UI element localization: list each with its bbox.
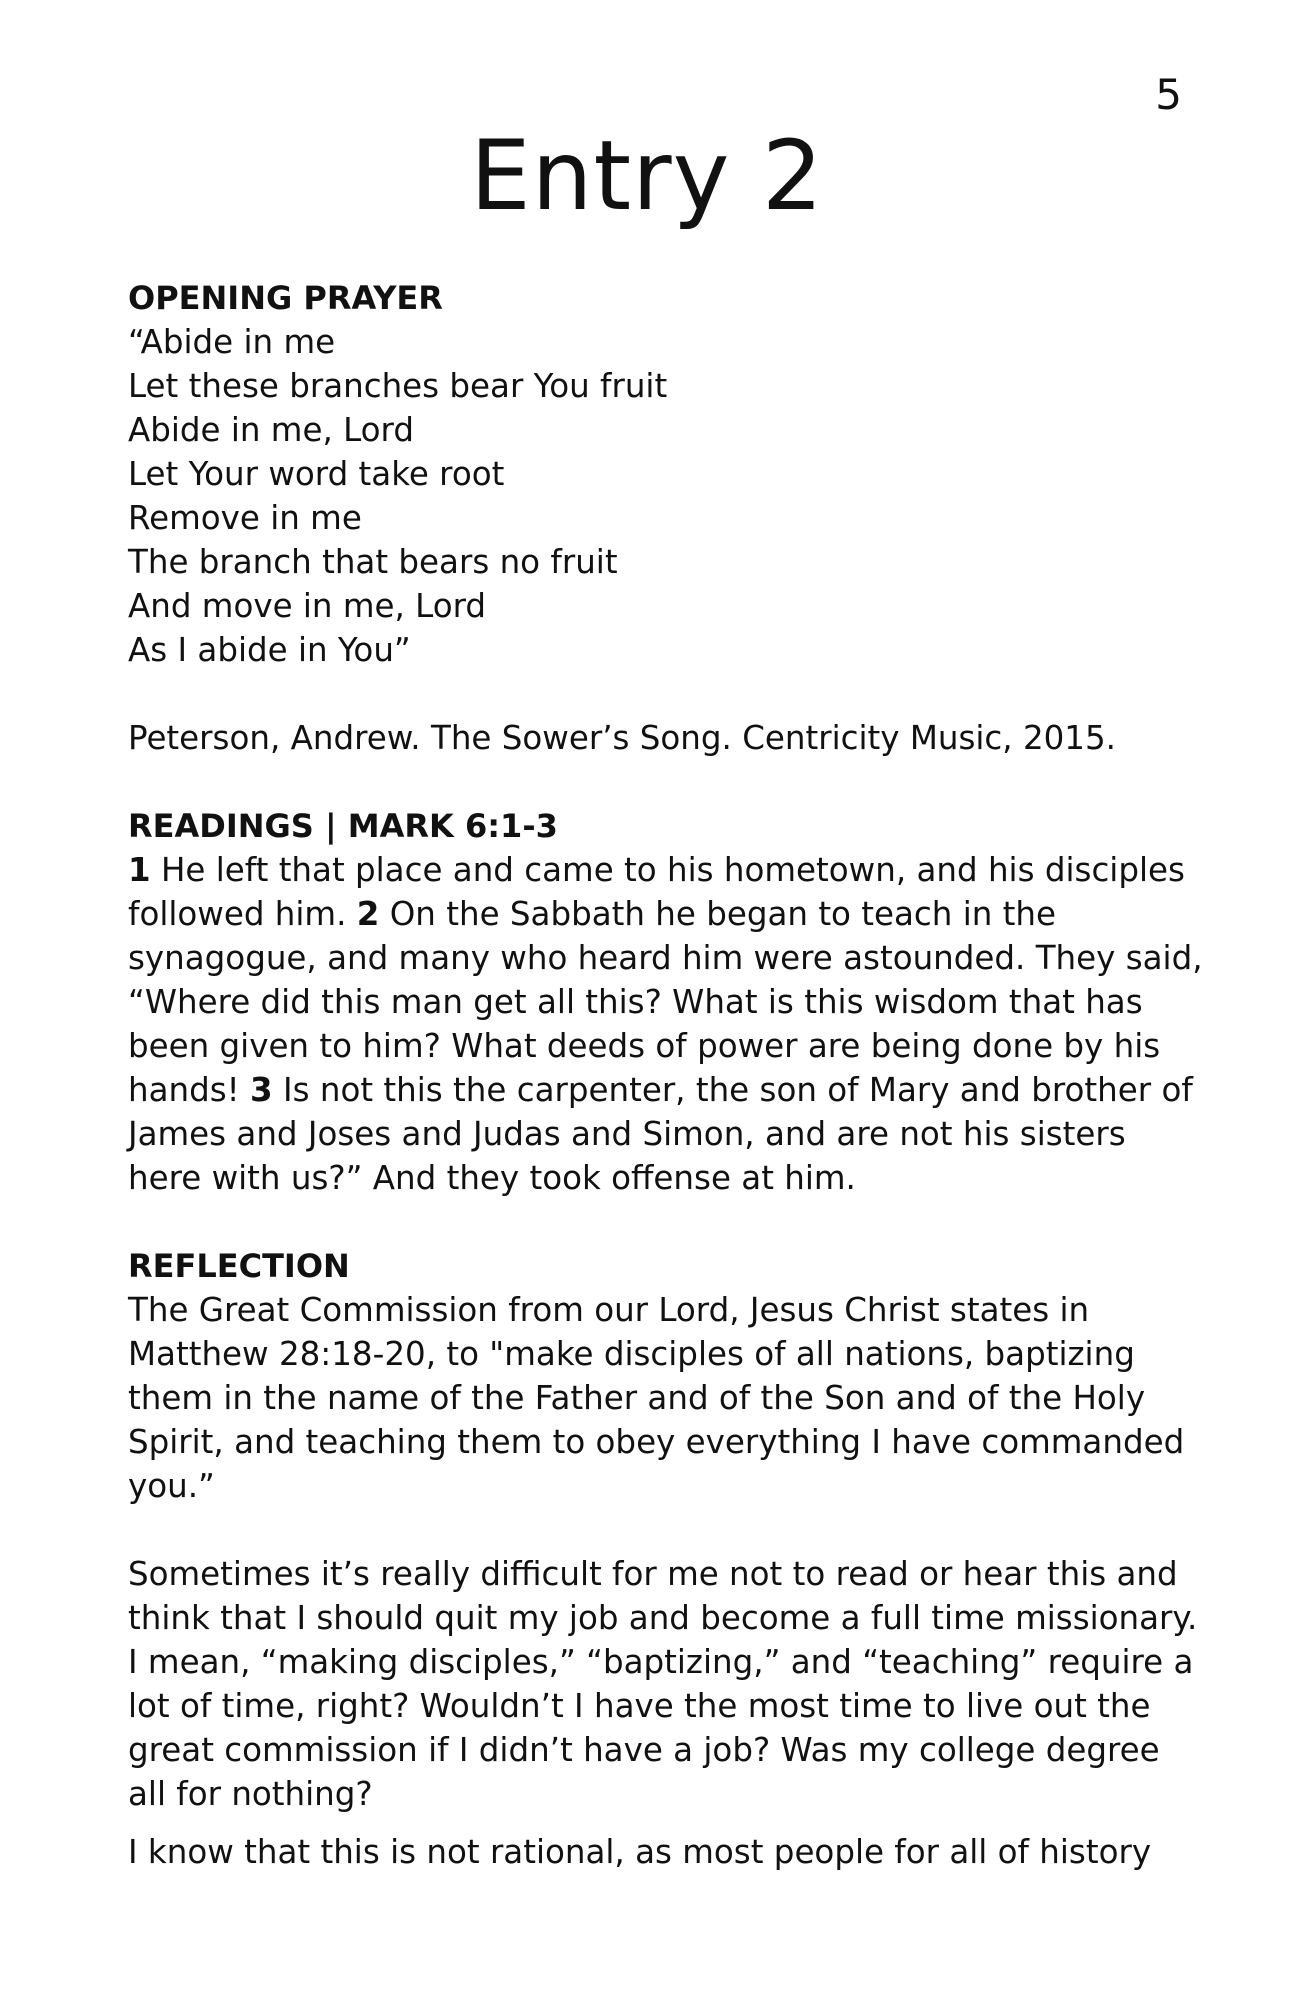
prayer-line: “Abide in me [128,323,336,361]
verse-number: 1 [128,851,151,889]
reflection-line: lot of time, right? Wouldn’t I have the most time to live out the [128,1687,1151,1725]
verse-number: 2 [356,895,380,933]
reflection-line: I know that this is not rational, as most people for all of history [128,1833,1152,1871]
readings-text [128,848,1203,1200]
opening-prayer-section [128,276,1188,760]
page-title: Entry 2 [469,120,824,232]
reflection-line: The Great Commission from our Lord, Jesus Christ states in [128,1291,1090,1329]
opening-prayer-heading: OPENING PRAYER [128,279,443,317]
verse-text: On the Sabbath he began to teach in the [379,895,1057,933]
reflection-line: Sometimes it’s really difficult for me not to read or hear this and [128,1555,1178,1593]
verse-text: James and Joses and Judas and Simon, and are not his sisters [128,1115,1126,1153]
reflection-line: great commission if I didn’t have a job? Was my college degree [128,1731,1160,1769]
prayer-line: Let Your word take root [128,455,505,493]
prayer-lines [128,320,1188,672]
prayer-line: The branch that bears no fruit [128,543,618,581]
reading-line [128,1156,1188,1200]
reflection-line: Matthew 28:18-20, to "make disciples of all nations, baptizing [128,1335,1135,1373]
entry-content [128,276,1203,1874]
reading-line [128,936,1203,980]
verse-text: hands! [128,1071,251,1109]
reading-line [128,848,1188,892]
verse-number: 3 [250,1071,273,1109]
prayer-line: Remove in me [128,499,362,537]
reflection-line: them in the name of the Father and of the Son and of the Holy [128,1379,1146,1417]
readings-section [128,804,1203,1200]
reflection-line: you.” [128,1467,215,1505]
reflection-line: all for nothing? [128,1775,373,1813]
reflection-line: think that I should quit my job and become a full time missionary. [128,1599,1198,1637]
verse-text: been given to him? What deeds of power are being done by his [128,1027,1161,1065]
prayer-line: And move in me, Lord [128,587,487,625]
verse-text: followed him. [128,895,357,933]
prayer-line: Abide in me, Lord [128,411,414,449]
reading-line [128,892,1188,936]
prayer-citation: Peterson, Andrew. The Sower’s Song. Centricity Music, 2015. [128,719,1116,757]
verse-text: Is not this the carpenter, the son of Mary and brother of [272,1071,1193,1109]
verse-text: here with us?” And they took offense at him. [128,1159,856,1197]
reading-line [128,1112,1188,1156]
prayer-line: As I abide in You” [128,631,411,669]
reflection-paragraph-1 [128,1288,1188,1508]
reflection-heading: REFLECTION [128,1247,350,1285]
prayer-line: Let these branches bear You fruit [128,367,668,405]
page-number: 5 [1155,70,1182,119]
verse-text: “Where did this man get all this? What is this wisdom that has [128,983,1143,1021]
verse-text: He left that place and came to his hometown, and his disciples [150,851,1185,889]
reflection-paragraph-3 [128,1830,1188,1874]
reflection-line: Spirit, and teaching them to obey everything I have commanded [128,1423,1185,1461]
reflection-section [128,1244,1198,1874]
reading-line [128,1024,1188,1068]
readings-heading: READINGS | MARK 6:1-3 [128,807,558,845]
reading-line [128,980,1188,1024]
reflection-line: I mean, “making disciples,” “baptizing,” and “teaching” require a [128,1643,1194,1681]
reading-line [128,1068,1193,1112]
verse-text: synagogue, and many who heard him were astounded. They said, [128,939,1203,977]
reflection-paragraph-2 [128,1552,1198,1816]
